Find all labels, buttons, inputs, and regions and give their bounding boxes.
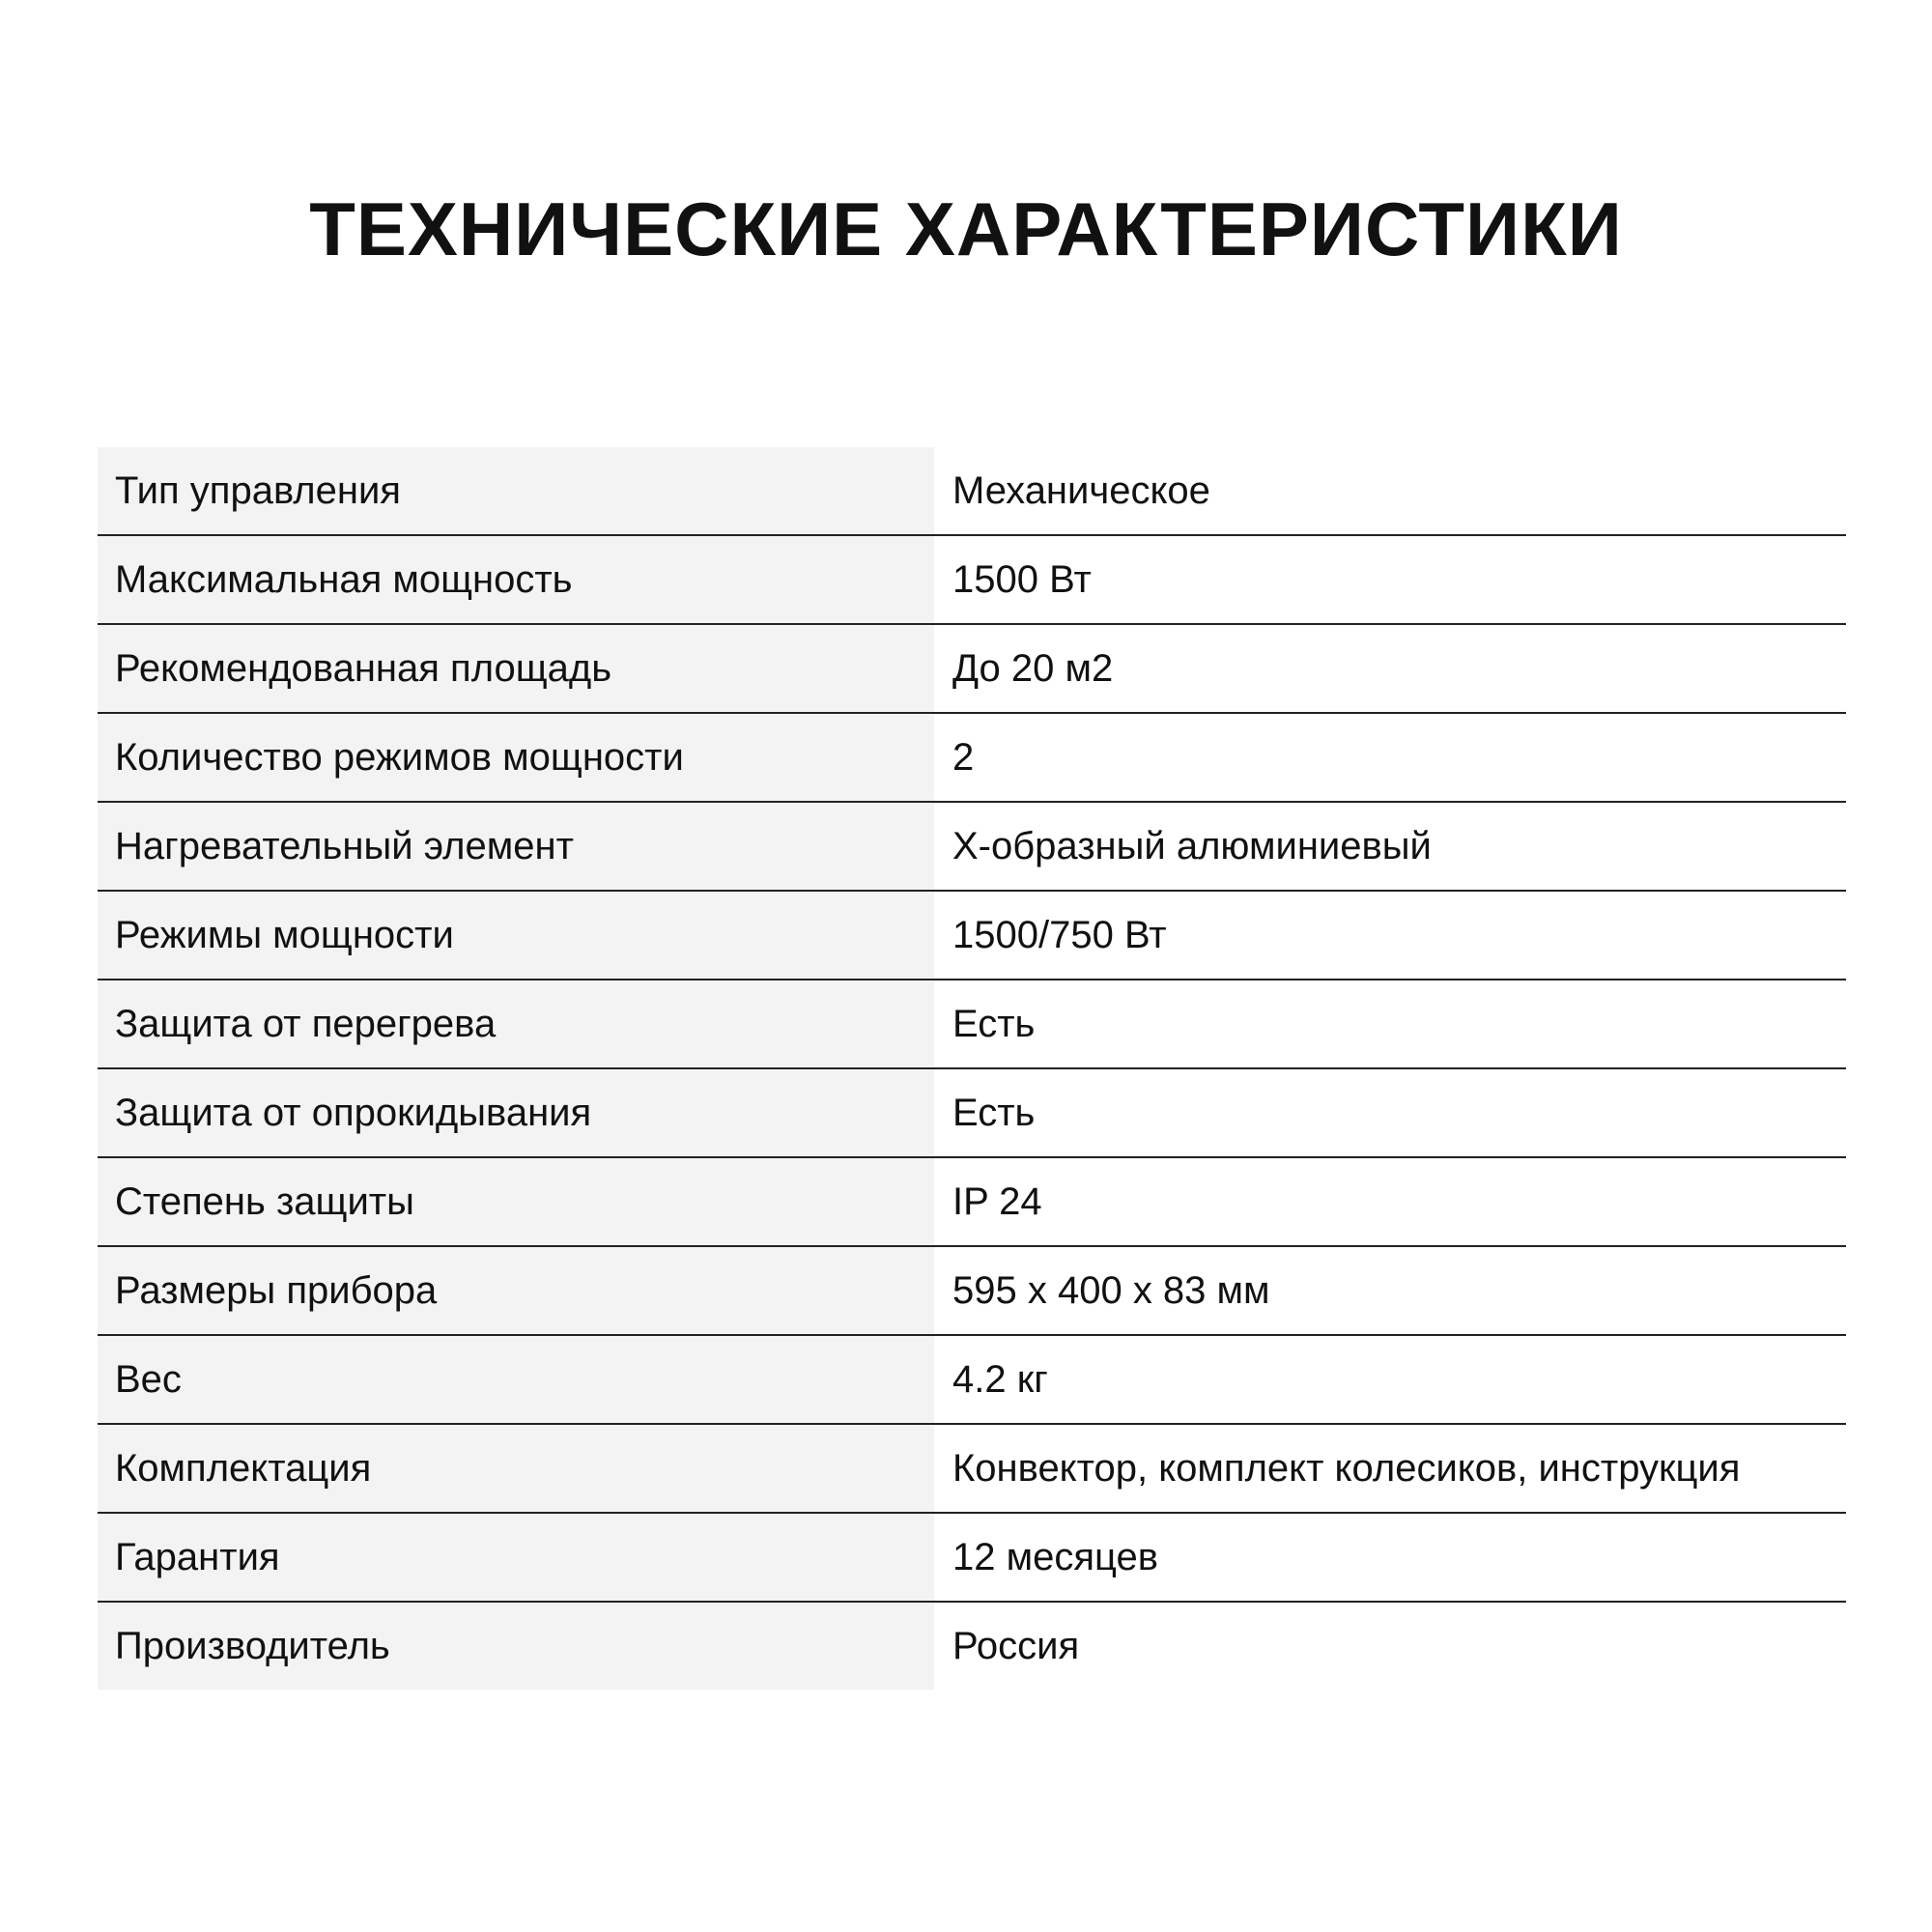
spec-row [98,1514,1846,1603]
spec-label: Комплектация [98,1425,934,1512]
spec-row [98,1158,1846,1247]
spec-value: 1500/750 Вт [952,914,1167,956]
spec-value: 12 месяцев [952,1536,1158,1578]
spec-row [98,447,1846,536]
page-title: ТЕХНИЧЕСКИЕ ХАРАКТЕРИСТИКИ [309,186,1623,272]
spec-row [98,625,1846,714]
spec-label: Тип управления [98,447,934,534]
specs-table [98,447,1846,1690]
spec-value: 595 х 400 х 83 мм [952,1269,1270,1312]
spec-label: Производитель [98,1603,934,1690]
spec-label: Вес [98,1336,934,1423]
spec-value: Есть [952,1092,1036,1134]
spec-value: Россия [952,1625,1080,1667]
spec-label: Максимальная мощность [98,536,934,623]
spec-label: Степень защиты [98,1158,934,1245]
spec-label: Размеры прибора [98,1247,934,1334]
spec-row [98,892,1846,980]
spec-row [98,1425,1846,1514]
spec-value: 2 [952,736,975,779]
spec-label: Гарантия [98,1514,934,1601]
spec-label: Защита от перегрева [98,980,934,1067]
spec-label: Нагревательный элемент [98,803,934,890]
spec-value: Механическое [952,469,1210,512]
spec-value: IP 24 [952,1180,1042,1223]
spec-label: Защита от опрокидывания [98,1069,934,1156]
spec-row [98,536,1846,625]
spec-value: 1500 Вт [952,558,1092,601]
spec-label: Рекомендованная площадь [98,625,934,712]
spec-value: До 20 м2 [952,647,1114,690]
spec-value: Есть [952,1003,1036,1045]
spec-row [98,714,1846,803]
spec-value: 4.2 кг [952,1358,1048,1401]
spec-row [98,1336,1846,1425]
spec-row [98,1603,1846,1690]
spec-value: Х-образный алюминиевый [952,825,1432,867]
spec-row [98,1069,1846,1158]
spec-label: Режимы мощности [98,892,934,979]
spec-row [98,1247,1846,1336]
spec-row [98,803,1846,892]
spec-row [98,980,1846,1069]
spec-value: Конвектор, комплект колесиков, инструкция [952,1447,1741,1490]
spec-label: Количество режимов мощности [98,714,934,801]
